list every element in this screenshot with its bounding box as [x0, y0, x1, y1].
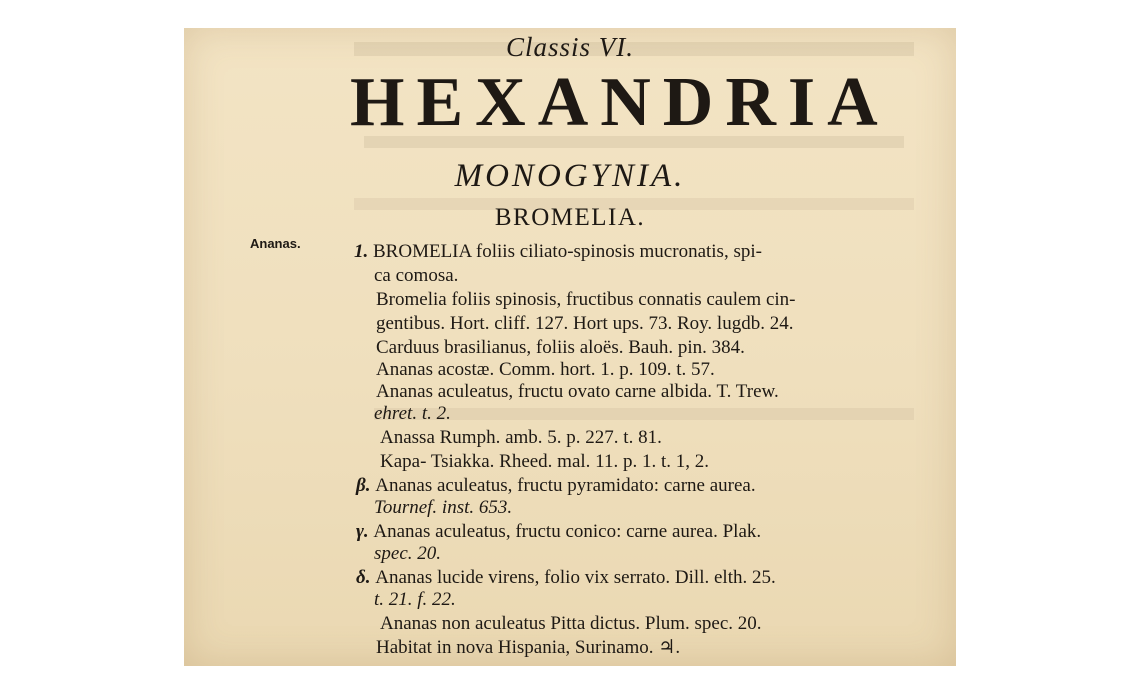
- margin-note: Ananas.: [250, 236, 301, 251]
- entry-text: Ananas aculeatus, fructu ovato carne albida. T. Trew.: [376, 381, 779, 402]
- entry-text: Kapa- Tsiakka. Rheed. mal. 11. p. 1. t. 1, 2.: [380, 451, 709, 472]
- entry-text: Ananas aculeatus, fructu pyramidato: carne aurea.: [375, 475, 756, 496]
- variety-marker: β.: [356, 475, 371, 496]
- entry-text: ca comosa.: [374, 265, 459, 286]
- entry-text: t. 21. f. 22.: [374, 589, 456, 610]
- entry-text: BROMELIA foliis ciliato-spinosis mucronatis, spi-: [373, 241, 762, 262]
- genus-heading: BROMELIA.: [494, 204, 646, 231]
- entry-line: [376, 290, 796, 309]
- variety-marker: γ.: [356, 521, 369, 542]
- entry-text: ehret. t. 2.: [374, 403, 451, 424]
- entry-line: [380, 614, 762, 633]
- entry-text: gentibus. Hort. cliff. 127. Hort ups. 73. Roy. lugdb. 24.: [376, 313, 794, 334]
- bleed-through: [374, 408, 914, 420]
- entry-text: Carduus brasilianus, foliis aloës. Bauh. pin. 384.: [376, 337, 745, 358]
- order-subtitle: MONOGYNIA.: [454, 158, 686, 194]
- entry-text: Ananas acostæ. Comm. hort. 1. p. 109. t. 57.: [376, 359, 715, 380]
- entry-line: [376, 360, 715, 379]
- entry-text: Anassa Rumph. amb. 5. p. 227. t. 81.: [380, 427, 662, 448]
- entry-line: [376, 382, 779, 401]
- entry-text: Bromelia foliis spinosis, fructibus connatis caulem cin-: [376, 289, 796, 310]
- class-heading: Classis VI.: [505, 32, 635, 62]
- entry-line: [374, 404, 451, 423]
- entry-number: 1.: [354, 241, 369, 262]
- entry-line: [374, 266, 458, 285]
- entry-line: [376, 314, 793, 333]
- entry-text: Ananas aculeatus, fructu conico: carne aurea. Plak.: [373, 521, 762, 542]
- habitat-line: [376, 638, 680, 657]
- entry-line: [356, 568, 776, 587]
- book-page: [184, 28, 956, 666]
- entry-text: Ananas lucide virens, folio vix serrato. Dill. elth. 25.: [375, 567, 776, 588]
- entry-line: [374, 544, 441, 563]
- entry-text: Habitat in nova Hispania, Surinamo. ♃.: [376, 637, 681, 658]
- entry-line: [356, 522, 761, 541]
- entry-line: [380, 452, 709, 471]
- entry-line: [356, 476, 756, 495]
- page-title: HEXANDRIA: [350, 64, 890, 141]
- entry-line: [376, 338, 745, 357]
- variety-marker: δ.: [356, 567, 371, 588]
- entry-text: spec. 20.: [374, 543, 442, 564]
- entry-line: [374, 590, 456, 609]
- entry-text: Ananas non aculeatus Pitta dictus. Plum. spec. 20.: [380, 613, 762, 634]
- entry-line: [354, 242, 762, 261]
- entry-line: [380, 428, 662, 447]
- entry-line: [374, 498, 512, 517]
- entry-text: Tournef. inst. 653.: [374, 497, 513, 518]
